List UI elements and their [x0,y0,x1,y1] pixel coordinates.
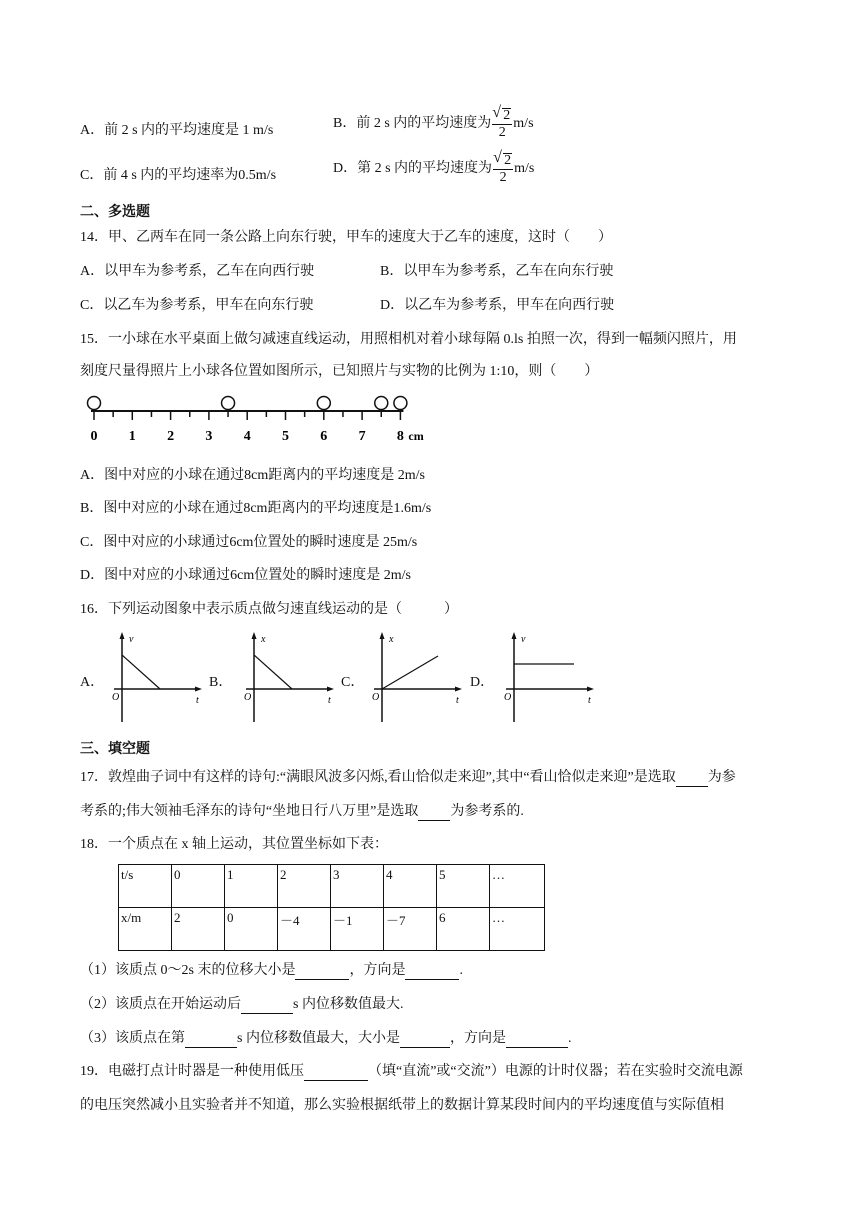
ruler-tick-label: 8 [396,429,404,444]
q17-line1 [80,766,736,787]
q15-option-b: B．图中对应的小球在通过8cm距离内的平均速度是1.6m/s [80,501,432,516]
table-row [119,908,545,951]
q15-option-c: C．图中对应的小球通过6cm位置处的瞬时速度是 25m/s [80,535,418,550]
q13-option-b-denominator: 2 [498,125,506,140]
section-heading-multiple-choice: 二、多选题 [80,203,150,219]
q13-option-b-prefix: B．前 2 s 内的平均速度为 [333,116,492,132]
q16-label-b: B． [209,675,233,690]
q16-graph-c-y-label: x [389,634,394,645]
q14-option-c: C．以乙车为参考系，甲车在向东行驶 [80,298,314,313]
q16-graph-a-y-label: v [129,634,134,645]
q13-option-c: C．前 4 s 内的平均速率为0.5m/s [80,168,277,183]
q16-graph-c-x-label: t [456,695,459,706]
q16-graph-c [370,630,466,726]
ball-marker [394,397,407,410]
table-cell: 2 [172,908,225,951]
q18-blank-2[interactable] [405,963,459,980]
q19-blank-1[interactable] [304,1064,368,1081]
q14-option-d: D．以乙车为参考系，甲车在向西行驶 [380,298,615,313]
q18-part2-text: （2）该质点在开始运动后 [80,997,241,1012]
q18-blank-3[interactable] [241,997,293,1014]
table-cell: 6 [437,908,490,951]
q15-stem-line2: 刻度尺量得照片上小球各位置如图所示，已知照片与实物的比例为 1:10，则（ ） [80,364,599,379]
q15-stem-line1: 15．一小球在水平桌面上做匀减速直线运动，用照相机对着小球每隔 0.ls 拍照一次，得到一幅频闪照片，用 [80,332,737,347]
q16-graph-b [242,630,338,726]
q17-blank-2[interactable] [418,804,450,821]
q18-part3-mid1: s 内位移数值最大，大小是 [237,1031,400,1046]
q16-graph-d-y-label: v [521,634,526,645]
q19-line1-text: 19．电磁打点计时器是一种使用低压 [80,1064,304,1079]
q19-line1 [80,1060,743,1081]
ruler-tick-label: 7 [358,429,366,444]
table-cell: 0 [172,865,225,908]
q16-label-a: A． [80,675,105,690]
q13-option-d [333,153,534,185]
q18-blank-4[interactable] [185,1031,237,1048]
table-cell: … [490,865,545,908]
q17-line1-text: 17．敦煌曲子词中有这样的诗句:“满眼风波多闪烁,看山恰似走来迎”,其中“看山恰似走来迎”是选取 [80,770,676,785]
q17-line1-tail: 为参 [707,770,736,785]
q13-option-d-fraction [493,153,513,185]
q17-line2 [80,800,524,821]
ruler [88,397,424,445]
q17-blank-1[interactable] [676,770,708,787]
q17-line2-tail: 为参考系的. [450,804,524,819]
q13-option-b [333,108,534,140]
q16-graph-b-y-label: x [261,634,266,645]
q14-option-b: B．以甲车为参考系，乙车在向东行驶 [380,264,614,279]
table-cell: 2 [278,865,331,908]
q16-graph-a-x-label: t [196,695,199,706]
q13-option-d-denominator: 2 [499,170,507,185]
q18-stem: 18．一个质点在 x 轴上运动，其位置坐标如下表： [80,837,388,852]
q16-graph-d-x-label: t [588,695,591,706]
q16-graph-b-origin: O [244,692,252,703]
q16-graph-d [502,630,598,726]
q13-option-d-radicand: 2 [504,153,512,168]
table-cell: －7 [384,908,437,951]
q13-option-b-radicand: 2 [503,108,511,123]
q19-line1-tail: （填“直流”或“交流”）电源的计时仪器；若在实验时交流电源 [368,1064,743,1079]
q18-blank-5[interactable] [400,1031,450,1048]
q16-graph-c-origin: O [372,692,380,703]
table-cell: x/m [119,908,172,951]
q16-graph-d-origin: O [504,692,512,703]
q16-graph-b-x-label: t [328,695,331,706]
q16-graph-a [110,630,206,726]
q15-option-a: A．图中对应的小球在通过8cm距离内的平均速度是 2m/s [80,468,425,483]
q19-line2: 的电压突然减小且实验者并不知道，那么实验根据纸带上的数据计算某段时间内的平均速度值与实际值相 [80,1098,724,1113]
table-cell: … [490,908,545,951]
q18-part3 [80,1027,571,1048]
table-cell: 1 [225,865,278,908]
q15-ruler-figure [80,392,440,446]
q16-label-d: D． [470,675,495,690]
q13-option-a: A．前 2 s 内的平均速度是 1 m/s [80,123,274,138]
q13-option-d-prefix: D．第 2 s 内的平均速度为 [333,161,493,177]
q18-part2-tail: s 内位移数值最大. [293,997,404,1012]
ruler-tick-label: 4 [243,429,251,444]
ball-marker [317,397,330,410]
q16-stem: 16．下列运动图象中表示质点做匀速直线运动的是（ ） [80,602,458,617]
q18-part1 [80,959,463,980]
ruler-tick-label: 2 [167,429,175,444]
ruler-tick-label: 0 [90,429,98,444]
q18-part3-text: （3）该质点在第 [80,1031,185,1046]
table-cell: －4 [278,908,331,951]
ruler-tick-label: 5 [282,429,289,444]
q15-option-d: D．图中对应的小球通过6cm位置处的瞬时速度是 2m/s [80,568,411,583]
ball-marker [375,397,388,410]
q18-part1-text: （1）该质点 0～2s 末的位移大小是 [80,963,296,978]
section-heading-fill-in: 三、填空题 [80,740,150,756]
ruler-unit-label: cm [408,429,424,443]
q18-part2 [80,993,403,1014]
q14-option-a: A．以甲车为参考系，乙车在向西行驶 [80,264,315,279]
table-cell: 4 [384,865,437,908]
q16-label-c: C． [341,675,365,690]
q18-blank-1[interactable] [295,963,349,980]
q13-option-b-fraction [492,108,512,140]
q14-stem: 14．甲、乙两车在同一条公路上向东行驶，甲车的速度大于乙车的速度，这时（ ） [80,230,612,245]
ruler-tick-label: 1 [128,429,136,444]
q18-part1-mid: ，方向是 [349,963,406,978]
q18-blank-6[interactable] [506,1031,568,1048]
table-cell: 3 [331,865,384,908]
table-cell: t/s [119,865,172,908]
q13-option-b-unit: m/s [513,116,534,132]
q18-part3-end: . [567,1031,572,1046]
q18-part1-end: . [459,963,463,978]
table-cell: 5 [437,865,490,908]
q18-position-table [118,864,545,951]
table-row [119,865,545,908]
q18-part3-mid2: ，方向是 [449,1031,506,1046]
table-cell: 0 [225,908,278,951]
table-cell: －1 [331,908,384,951]
ruler-tick-label: 6 [320,429,328,444]
ball-marker [88,397,101,410]
q13-option-d-unit: m/s [514,161,535,177]
q17-line2-text: 考系的;伟大领袖毛泽东的诗句“坐地日行八万里”是选取 [80,804,419,819]
q16-graph-a-origin: O [112,692,120,703]
ruler-tick-label: 3 [205,429,213,444]
ball-marker [222,397,235,410]
